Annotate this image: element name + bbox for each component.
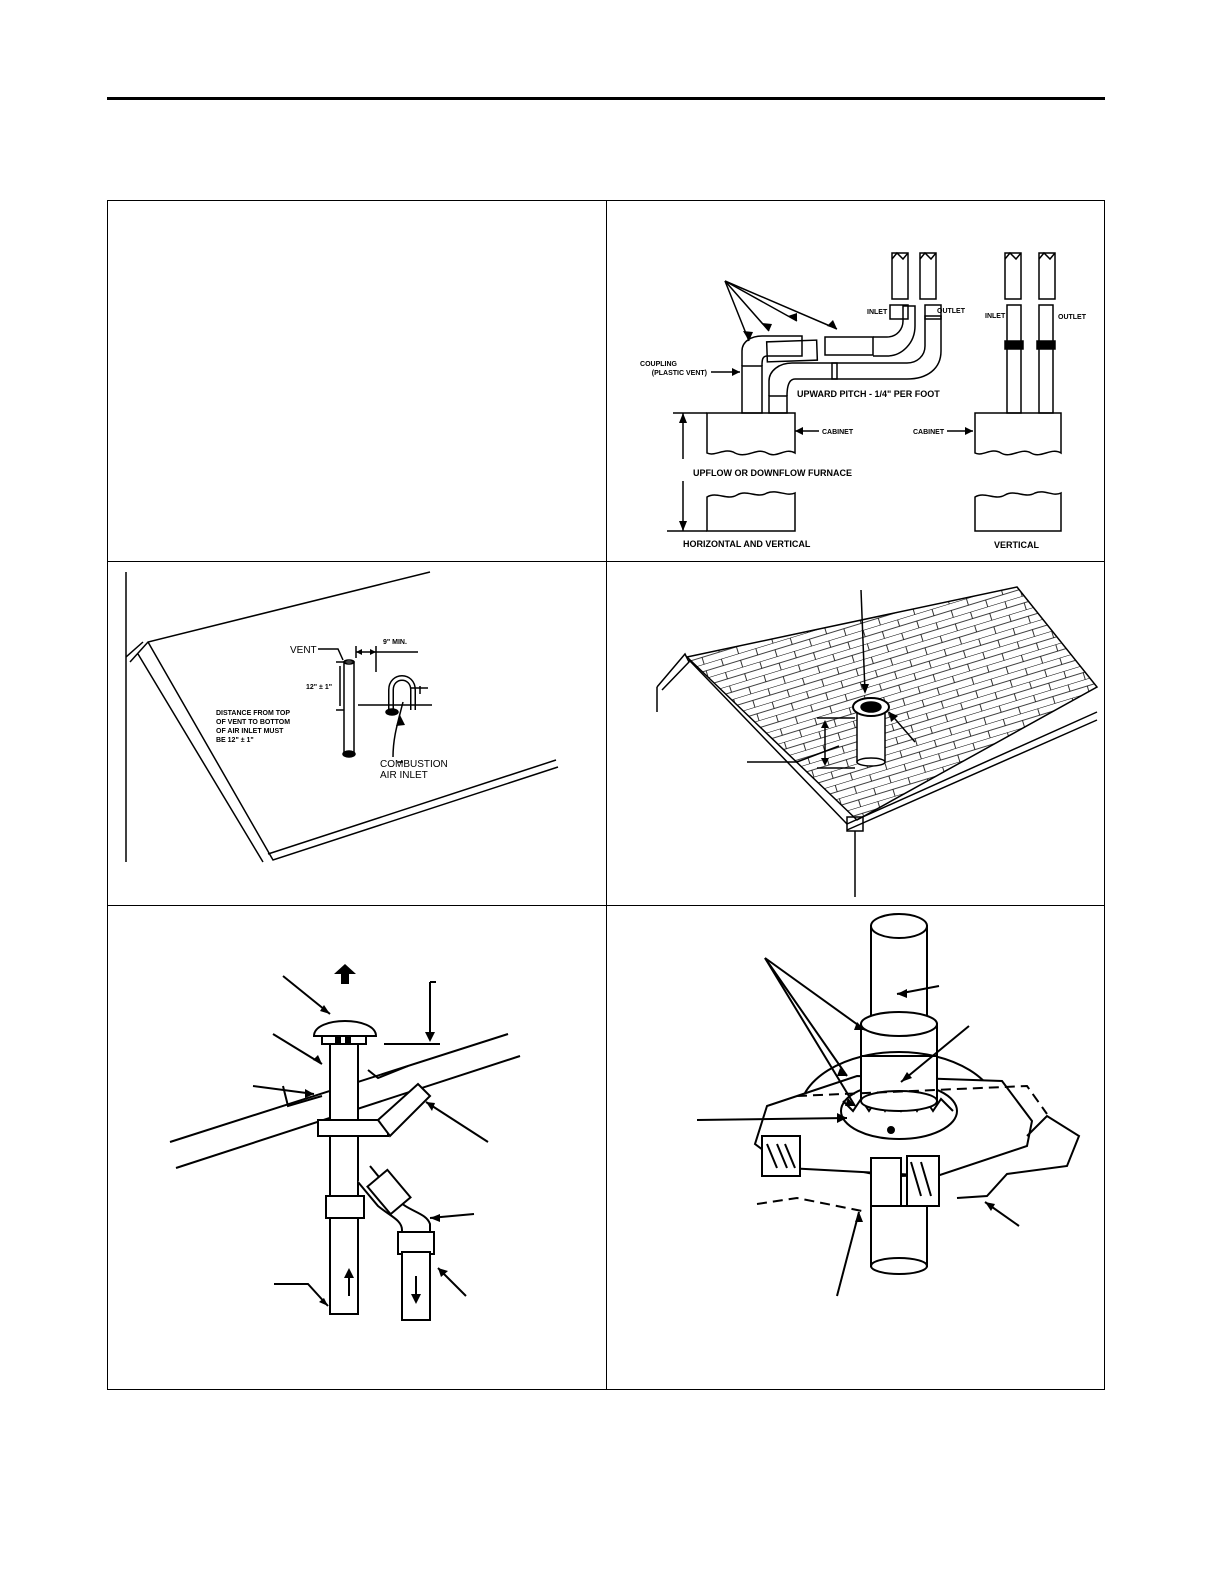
combustion-inlet-label: COMBUSTION [380, 759, 448, 770]
furnace-cabinet-left-upper [707, 413, 795, 455]
roof-shingle-field [687, 587, 1097, 820]
outlet-pipe-top-left [920, 253, 936, 299]
inlet-pipe-vertical-right [1007, 305, 1021, 413]
inlet-pipe-top-left [892, 253, 908, 299]
vent-pipe [344, 662, 354, 754]
distance-note-line2: OF VENT TO BOTTOM [216, 719, 291, 726]
exhaust-pipe [330, 1044, 358, 1314]
caption-vertical: VERTICAL [994, 540, 1039, 550]
furnace-cabinet-left-lower [707, 492, 795, 531]
distance-note-line3: OF AIR INLET MUST [216, 728, 284, 735]
outlet-pipe-top-right [1039, 253, 1055, 299]
furnace-piping-drawing [607, 201, 1104, 561]
outlet-label-left: OUTLET [937, 308, 965, 315]
vent-termination-drawing [108, 906, 606, 1390]
figure-cell-top-left [108, 201, 606, 561]
vent-cap [314, 1021, 376, 1036]
inlet-stub-right [890, 305, 908, 319]
roof-ridge-line [130, 572, 430, 662]
height-clearance-label: 12" ± 1" [306, 684, 333, 691]
upward-pitch-label: UPWARD PITCH - 1/4" PER FOOT [797, 389, 940, 399]
coupling-label: COUPLING [640, 361, 677, 368]
furnace-cabinet-right-upper [975, 413, 1061, 455]
combustion-inlet-label-sub: AIR INLET [380, 770, 428, 781]
inlet-label-right: INLET [985, 313, 1006, 320]
outlet-label-right: OUTLET [1058, 314, 1086, 321]
figure-furnace-piping [607, 201, 1104, 561]
shingled-roof-drawing [607, 562, 1104, 905]
roof-flashing-drawing [607, 906, 1104, 1390]
cabinet-label-right: CABINET [913, 429, 945, 436]
roof-vent-clearance-drawing [108, 562, 606, 905]
roof-vent-stack [857, 712, 885, 762]
caption-horizontal-vertical: HORIZONTAL AND VERTICAL [683, 539, 811, 549]
header-rule [107, 97, 1105, 100]
gable-end [657, 654, 689, 690]
distance-note-line1: DISTANCE FROM TOP [216, 710, 291, 717]
coupling-label-sub: (PLASTIC VENT) [651, 370, 707, 377]
figure-vent-termination-section [108, 906, 606, 1390]
vent-pipe-horizontal-right [825, 337, 873, 355]
figure-roof-flashing-detail [607, 906, 1104, 1390]
inlet-pipe-top-right [1005, 253, 1021, 299]
inlet-pipe-stub-left [769, 396, 787, 413]
vent-label: VENT [290, 645, 317, 656]
vent-pipe-vertical-left [742, 366, 762, 413]
outlet-elbow-right [832, 316, 941, 379]
min-clearance-label: 9" MIN. [383, 639, 407, 646]
distance-note-line4: BE 12" ± 1" [216, 737, 254, 744]
figure-roof-vent-clearance [108, 562, 606, 905]
inlet-label-left: INLET [867, 309, 888, 316]
furnace-type-label: UPFLOW OR DOWNFLOW FURNACE [693, 468, 852, 478]
furnace-cabinet-right-lower [975, 492, 1061, 531]
outlet-pipe-vertical-right [1039, 305, 1053, 413]
figure-shingled-roof-vent [607, 562, 1104, 905]
pipe-strap [318, 1120, 388, 1136]
cabinet-label-left: CABINET [822, 429, 854, 436]
vent-pipe-horizontal-upper [767, 340, 818, 362]
